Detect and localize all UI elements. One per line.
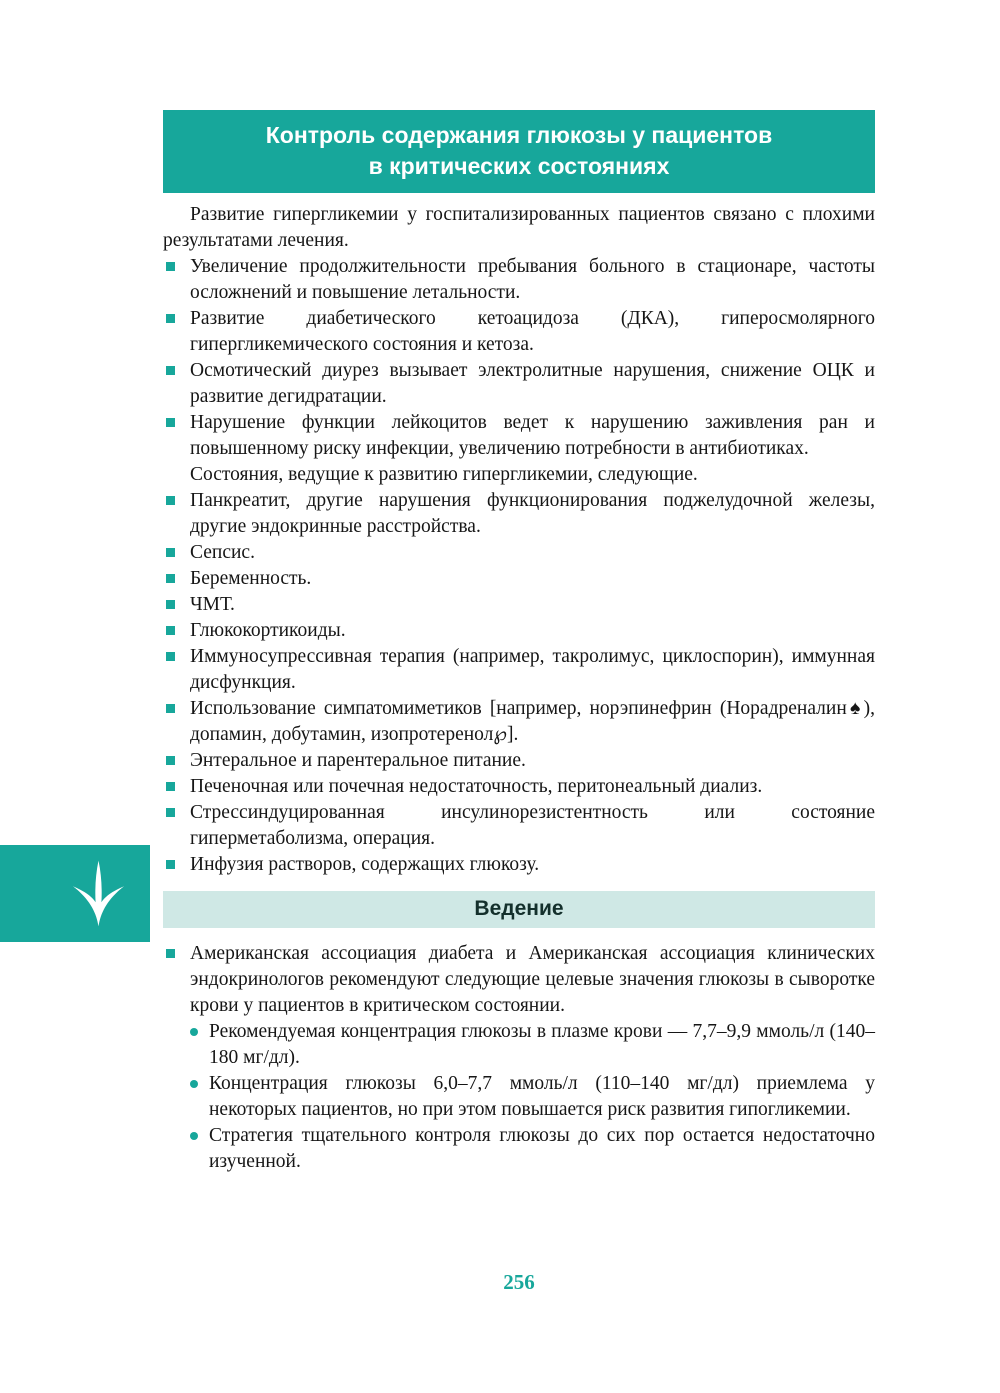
list-item <box>163 488 875 540</box>
sub-list-item-text: Концентрация глюкозы 6,0–7,7 ммоль/л (110–140 мг/дл) приемлема у некоторых пациентов, но при этом повышается риск развития гипогликемии. <box>209 1073 875 1120</box>
list-item <box>163 941 875 1019</box>
round-bullet-icon <box>190 1080 198 1088</box>
list-item <box>163 592 875 618</box>
list-item-text: Использование симпатомиметиков [например, норэпинефрин (Норадреналин♠), допамин, добутамин, изопротеренол℘]. <box>190 698 875 745</box>
list-item-text: Увеличение продолжительности пребывания больного в стационаре, частоты осложнений и повышение летальности. <box>190 256 875 303</box>
square-bullet-icon <box>166 860 175 869</box>
sub-list-item <box>163 1019 875 1071</box>
chapter-title-box <box>163 110 875 193</box>
list-item <box>163 618 875 644</box>
chapter-title-line-1: Контроль содержания глюкозы у пациентов <box>265 122 773 148</box>
list-item-text: Иммуносупрессивная терапия (например, такролимус, циклоспорин), иммунная дисфункция. <box>190 646 875 693</box>
section-heading-text: Ведение <box>474 897 564 920</box>
sub-list-item-text: Рекомендуемая концентрация глюкозы в плазме крови — 7,7–9,9 ммоль/л (140–180 мг/дл). <box>209 1021 875 1068</box>
square-bullet-icon <box>166 652 175 661</box>
square-bullet-icon <box>166 574 175 583</box>
list-item-text: Печеночная или почечная недостаточность, перитонеальный диализ. <box>190 776 763 797</box>
list-item-text: Развитие диабетического кетоацидоза (ДКА), гиперосмолярного гипергликемического состояния и кетоза. <box>190 308 875 355</box>
list-item-text: Энтеральное и парентеральное питание. <box>190 750 526 771</box>
chapter-title-line-2: в критических состояниях <box>368 153 670 179</box>
list-item <box>163 566 875 592</box>
list-item <box>163 852 875 878</box>
sub-list-item-text: Стратегия тщательного контроля глюкозы до сих пор остается недостаточно изученной. <box>209 1125 875 1172</box>
square-bullet-icon <box>166 949 175 958</box>
list-item <box>163 410 875 462</box>
list-item-text: Глюкокортикоиды. <box>190 620 346 641</box>
square-bullet-icon <box>166 626 175 635</box>
page-number: 256 <box>503 1270 535 1294</box>
list-item-text: Стрессиндуцированная инсулинорезистентность или состояние гиперметаболизма, операция. <box>190 802 875 849</box>
chapter-side-tab <box>0 845 150 942</box>
list-item <box>163 540 875 566</box>
square-bullet-icon <box>166 756 175 765</box>
list-item-text: ЧМТ. <box>190 594 235 615</box>
intro-paragraph <box>163 202 875 254</box>
square-bullet-icon <box>166 262 175 271</box>
list-item <box>163 306 875 358</box>
sub-list-item <box>163 1071 875 1123</box>
square-bullet-icon <box>166 496 175 505</box>
square-bullet-icon <box>166 314 175 323</box>
list-item-text: Нарушение функции лейкоцитов ведет к нарушению заживления ран и повышенному риску инфекции, увеличению потребности в антибиотиках. <box>190 412 875 459</box>
list-item <box>163 254 875 306</box>
list-item-text: Американская ассоциация диабета и Американская ассоциация клинических эндокринологов рекомендуют следующие целевые значения глюкозы в сыворотке крови у пациентов в критическом состоянии. <box>190 943 875 1016</box>
list-item-text: Сепсис. <box>190 542 255 563</box>
list-item <box>163 748 875 774</box>
list-item-text: Осмотический диурез вызывает электролитные нарушения, снижение ОЦК и развитие дегидратации. <box>190 360 875 407</box>
list-item-text: Инфузия растворов, содержащих глюкозу. <box>190 854 540 875</box>
bird-footprint-icon <box>62 857 135 930</box>
square-bullet-icon <box>166 366 175 375</box>
transition-text: Состояния, ведущие к развитию гипергликемии, следующие. <box>190 464 698 485</box>
page-content <box>163 110 875 1175</box>
intro-text: Развитие гипергликемии у госпитализированных пациентов связано с плохими результатами лечения. <box>163 204 875 251</box>
round-bullet-icon <box>190 1132 198 1140</box>
square-bullet-icon <box>166 418 175 427</box>
square-bullet-icon <box>166 782 175 791</box>
square-bullet-icon <box>166 704 175 713</box>
list-item-text: Панкреатит, другие нарушения функционирования поджелудочной железы, другие эндокринные расстройства. <box>190 490 875 537</box>
section-heading <box>163 891 875 928</box>
list-item <box>163 774 875 800</box>
sub-list-item <box>163 1123 875 1175</box>
list-item <box>163 644 875 696</box>
list-item <box>163 696 875 748</box>
transition-paragraph <box>163 462 875 488</box>
list-item-text: Беременность. <box>190 568 312 589</box>
square-bullet-icon <box>166 548 175 557</box>
square-bullet-icon <box>166 808 175 817</box>
list-item <box>163 358 875 410</box>
round-bullet-icon <box>190 1028 198 1036</box>
list-item <box>163 800 875 852</box>
square-bullet-icon <box>166 600 175 609</box>
